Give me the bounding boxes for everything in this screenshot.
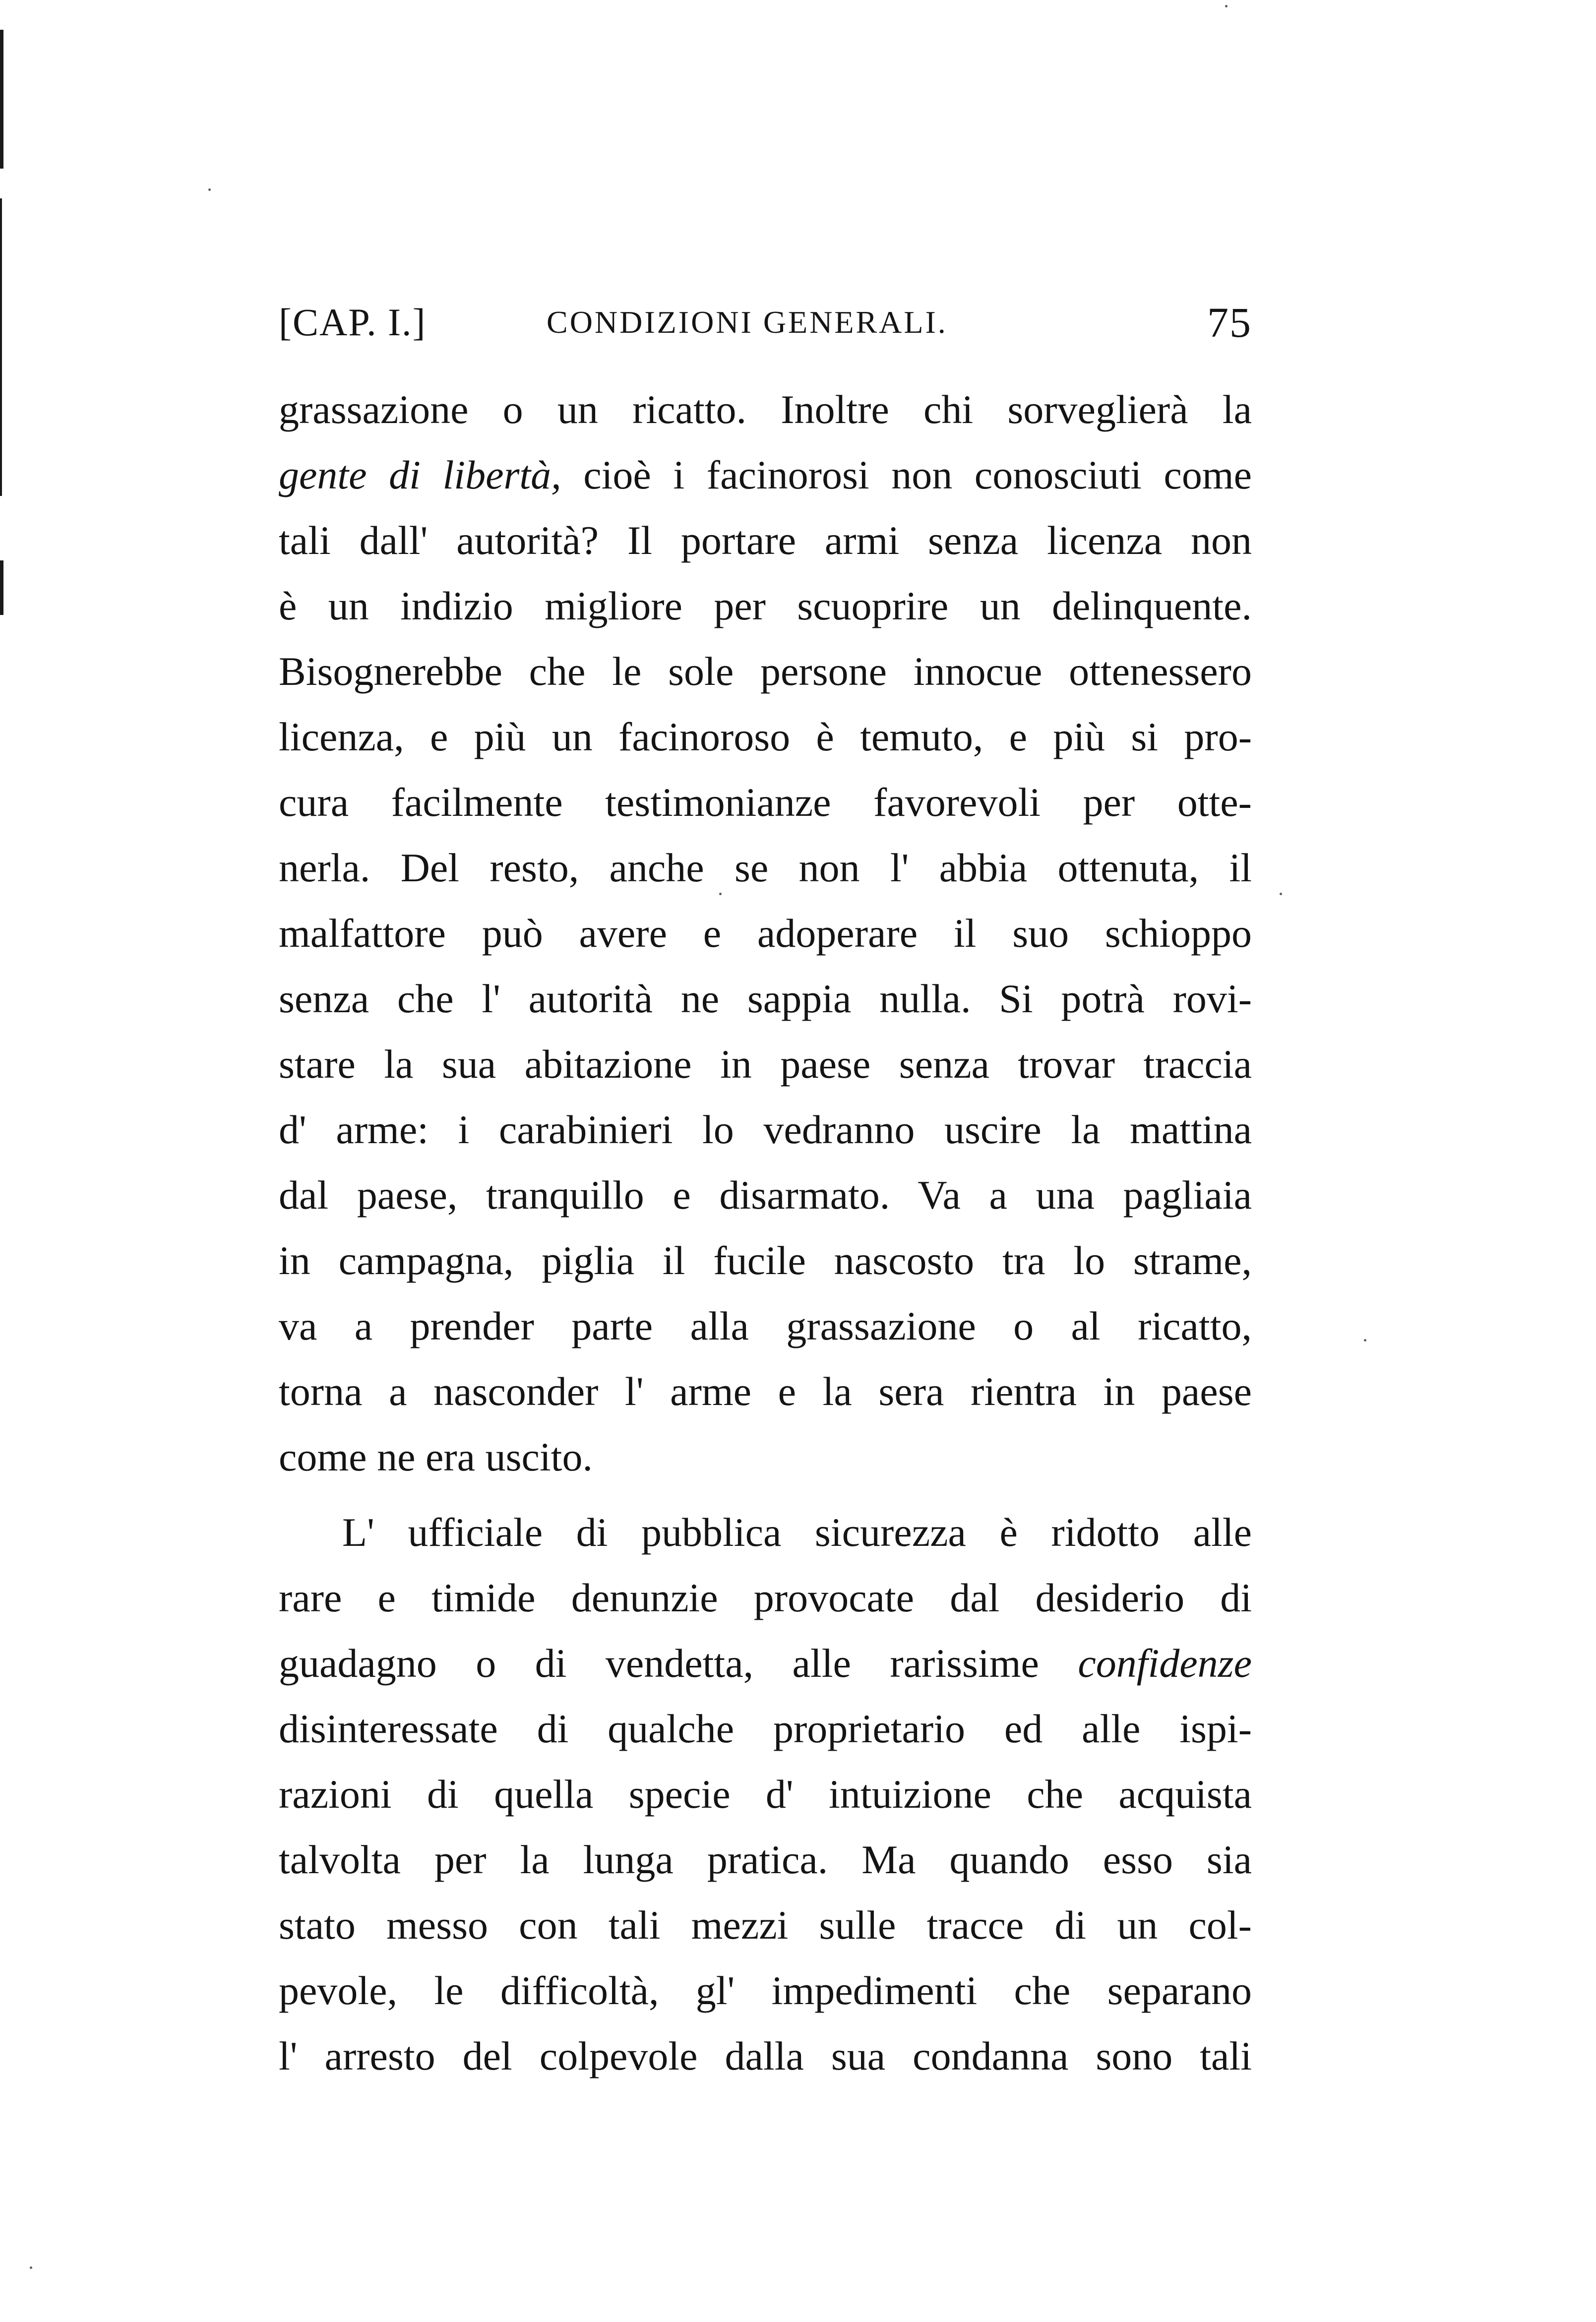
text-line: L' ufficiale di pubblica sicurezza è ridotto alle bbox=[342, 1510, 1252, 1555]
text-line: nerla. Del resto, anche se non l' abbia ottenuta, il bbox=[279, 845, 1252, 890]
text-line: pevole, le difficoltà, gl' impedimenti che separano bbox=[279, 1968, 1252, 2013]
text-line: malfattore può avere e adoperare il suo schioppo bbox=[279, 911, 1252, 956]
text-line: stare la sua abitazione in paese senza trovar traccia bbox=[279, 1041, 1252, 1087]
text-line: licenza, e più un facinoroso è temuto, e più si pro- bbox=[279, 714, 1252, 759]
text-line: stato messo con tali mezzi sulle tracce di un col- bbox=[279, 1902, 1252, 1948]
text-line: razioni di quella specie d' intuizione che acquista bbox=[279, 1772, 1252, 1817]
scan-speck bbox=[30, 2266, 32, 2269]
paragraph bbox=[279, 377, 1252, 1490]
text-line: guadagno o di vendetta, alle rarissime confidenze bbox=[279, 1641, 1252, 1686]
paragraph bbox=[279, 1500, 1252, 2089]
text-line: come ne era uscito. bbox=[279, 1434, 593, 1479]
scan-speck bbox=[1364, 1339, 1366, 1342]
chapter-label: [CAP. I.] bbox=[279, 301, 427, 344]
scan-edge-mark bbox=[0, 560, 3, 615]
text-line: talvolta per la lunga pratica. Ma quando esso sia bbox=[279, 1837, 1252, 1882]
scan-edge-mark bbox=[0, 30, 3, 169]
scan-speck bbox=[1280, 893, 1282, 895]
italic-phrase: gente di libertà, bbox=[279, 452, 561, 497]
body-text bbox=[279, 377, 1252, 2089]
scan-speck bbox=[1225, 5, 1228, 7]
text-line: va a prender parte alla grassazione o al ricatto, bbox=[279, 1303, 1252, 1348]
italic-phrase: confidenze bbox=[1078, 1641, 1252, 1686]
text-line: gente di libertà, cioè i facinorosi non conosciuti come bbox=[279, 452, 1252, 497]
text-line: Bisognerebbe che le sole persone innocue ottenessero bbox=[279, 649, 1252, 694]
text-line: d' arme: i carabinieri lo vedranno uscire la mattina bbox=[279, 1107, 1252, 1152]
text-line: dal paese, tranquillo e disarmato. Va a una pagliaia bbox=[279, 1172, 1252, 1218]
text-line: l' arresto del colpevole dalla sua condanna sono tali bbox=[279, 2033, 1252, 2078]
scan-speck bbox=[208, 188, 211, 191]
text-line: disinteressate di qualche proprietario ed alle ispi- bbox=[279, 1706, 1252, 1751]
text-line: rare e timide denunzie provocate dal desiderio di bbox=[279, 1575, 1252, 1620]
page-number: 75 bbox=[1207, 299, 1252, 346]
text-line: grassazione o un ricatto. Inoltre chi sorveglierà la bbox=[279, 387, 1252, 432]
text-line: senza che l' autorità ne sappia nulla. Si potrà rovi- bbox=[279, 976, 1252, 1021]
running-title: CONDIZIONI GENERALI. bbox=[547, 305, 948, 340]
text-line: torna a nasconder l' arme e la sera rientra in paese bbox=[279, 1369, 1252, 1414]
text-line: è un indizio migliore per scuoprire un delinquente. bbox=[279, 583, 1252, 628]
scan-edge-mark bbox=[0, 198, 2, 496]
text-line: in campagna, piglia il fucile nascosto tra lo strame, bbox=[279, 1238, 1252, 1283]
text-line: cura facilmente testimonianze favorevoli per otte- bbox=[279, 780, 1252, 825]
text-line: tali dall' autorità? Il portare armi senza licenza non bbox=[279, 518, 1252, 563]
running-head bbox=[279, 298, 1252, 347]
